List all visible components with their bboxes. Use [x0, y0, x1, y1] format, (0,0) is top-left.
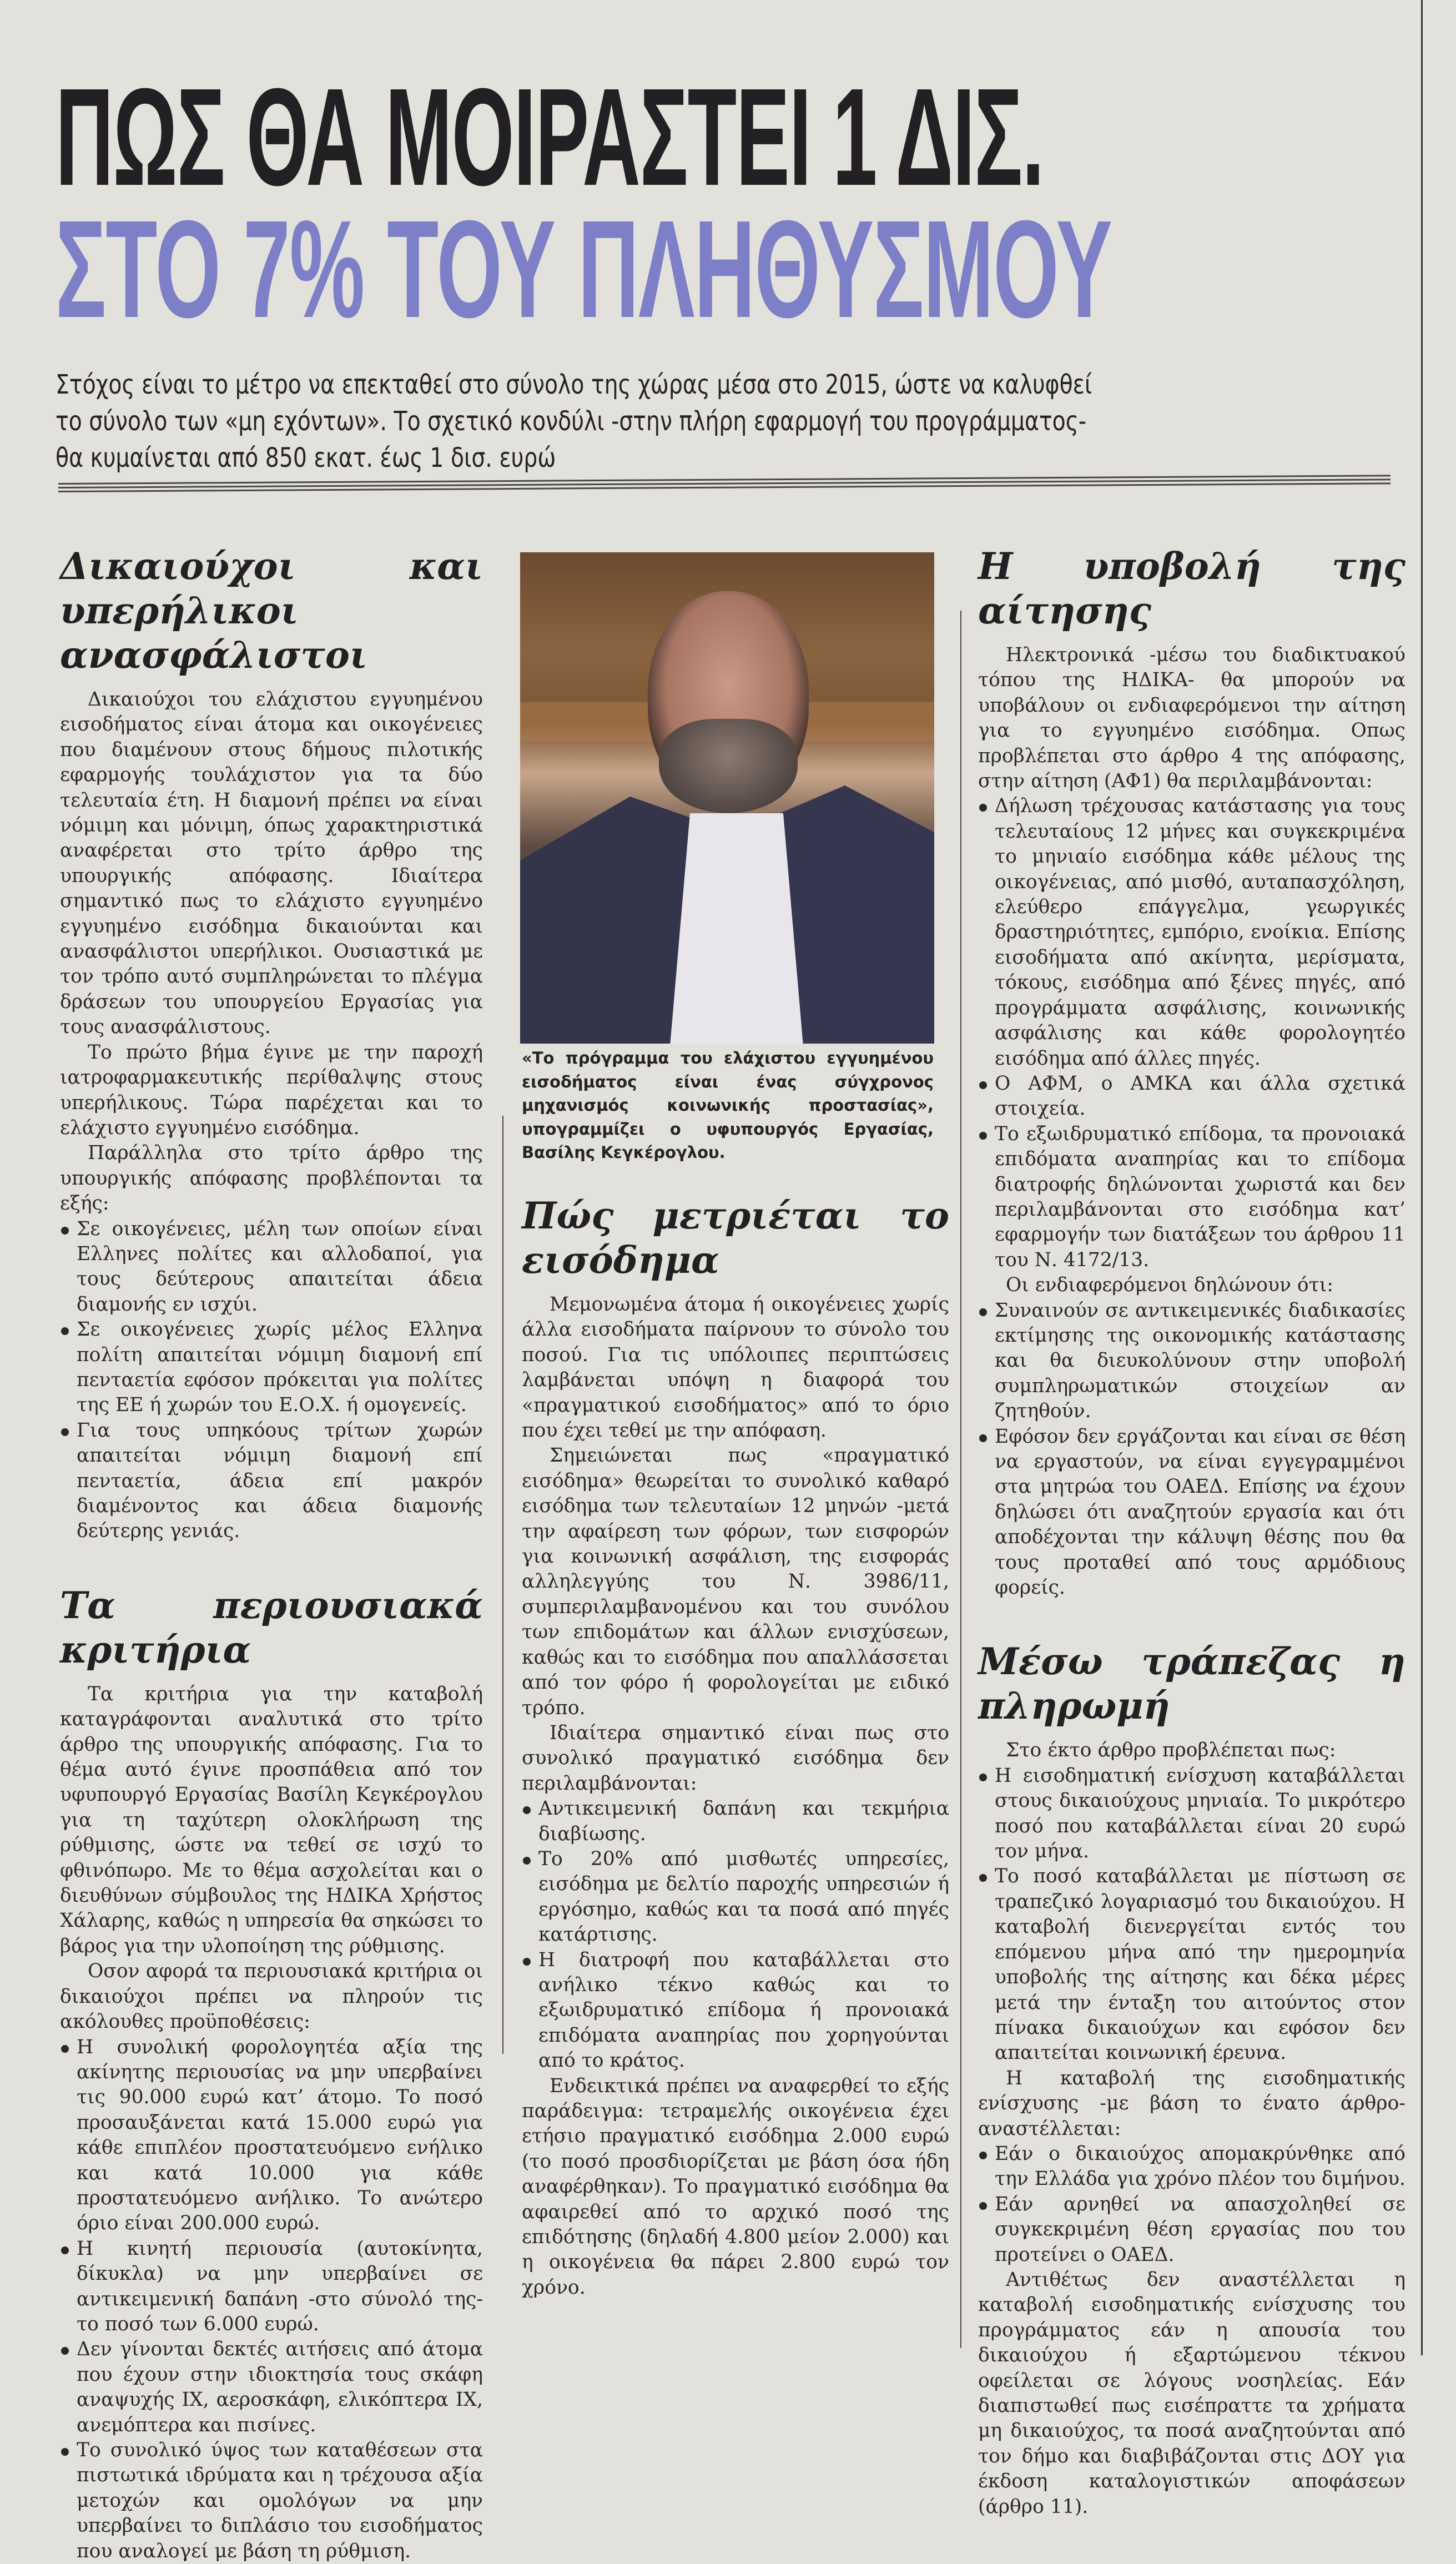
paragraph: Ηλεκτρονικά -μέσω του διαδικτυακού τόπου της ΗΔΙΚΑ- θα μπορούν να υποβάλουν οι ενδιαφερόμενοι την αίτηση για το εγγυημένο εισόδημα. Οπως προβλέπεται στο άρθρο 4 της απόφασης, στην αίτηση (ΑΦ1) θα περιλαμβάνονται: — [978, 643, 1405, 794]
section-assets — [60, 1583, 483, 2564]
deck-line: το σύνολο των «μη εχόντων». Το σχετικό κονδύλι -στην πλήρη εφαρμογή του προγράμματος- — [56, 403, 1262, 440]
column-rule-left — [502, 1116, 503, 2054]
bullet-item: Εάν ο δικαιούχος απομακρύνθηκε από την Ελλάδα για χρόνο πλέον του διμήνου. — [978, 2142, 1405, 2192]
bullet-item: Το εξωιδρυματικό επίδομα, τα προνοιακά επιδόματα αναπηρίας και το επίδομα διατροφής δηλώνονται χωριστά και δεν περιλαμβάνονται στο εισόδημα κατ’ εφαρμογήν των διατάξεων του άρθρου 11 του Ν. 4172/13. — [978, 1122, 1405, 1273]
paragraph: Αντιθέτως δεν αναστέλλεται η καταβολή εισοδηματικής ενίσχυσης του προγράμματος εάν η απουσία του δικαιούχου ή εξαρτώμενου τέκνου οφείλεται σε λόγους νοσηλείας. Εάν διαπιστωθεί πως εισέπραττε τα χρήματα μη δικαιούχος, τα ποσά αναζητούνται από τον δήμο και διαβιβάζονται στις ΔΟΥ για έκδοση καταλογιστικών αποφάσεων (άρθρο 11). — [978, 2268, 1405, 2520]
column-rule-right — [960, 611, 961, 2348]
bullet-item: Το 20% από μισθωτές υπηρεσίες, εισόδημα με δελτίο παροχής υπηρεσιών ή εργόσημο, καθώς και τα ποσά από πηγές κατάρτισης. — [522, 1847, 949, 1948]
bullet-list — [978, 1298, 1405, 1601]
bullet-list — [978, 1764, 1405, 2066]
section-beneficiaries — [60, 544, 483, 1544]
column-left — [60, 544, 483, 2564]
deck-line: θα κυμαίνεται από 850 εκατ. έως 1 δισ. ευρώ — [56, 440, 1262, 476]
headline-line-2: ΣΤΟ 7% ΤΟΥ ΠΛΗΘΥΣΜΟΥ — [56, 200, 1112, 339]
deck-line: Στόχος είναι το μέτρο να επεκταθεί στο σύνολο της χώρας μέσα στο 2015, ώστε να καλυφθεί — [56, 366, 1262, 403]
paragraph: Σημειώνεται πως «πραγματικό εισόδημα» θεωρείται το συνολικό καθαρό εισόδημα των τελευταίων 12 μηνών -μετά την αφαίρεση των φόρων, των εισφορών για κοινωνική ασφάλιση, της εισφοράς αλληλεγγύης του Ν. 3986/11, συμπεριλαμβανομένου και του συνόλου των επιδομάτων και άλλων ενισχύσεων, καθώς και το εισόδημα που απαλλάσσεται από τον φόρο ή φορολογείται με ειδικό τρόπο. — [522, 1443, 949, 1720]
bullet-item: Αντικειμενική δαπάνη και τεκμήρια διαβίωσης. — [522, 1796, 949, 1847]
bullet-item: Η εισοδηματική ενίσχυση καταβάλλεται στους δικαιούχους μηνιαία. Το μικρότερο ποσό που καταβάλλεται είναι 20 ευρώ τον μήνα. — [978, 1764, 1405, 1865]
bullet-item: Το ποσό καταβάλλεται με πίστωση σε τραπεζικό λογαριασμό του δικαιούχου. Η καταβολή διενεργείται εντός του επόμενου μήνα από την ημερομηνία υποβολής της αίτησης και δέκα μέρες μετά την ένταξη του αιτούντος στον πίνακα δικαιούχων και εφόσον δεν απαιτείται κοινωνική έρευνα. — [978, 1864, 1405, 2066]
paragraph: Ενδεικτικά πρέπει να αναφερθεί το εξής παράδειγμα: τετραμελής οικογένεια έχει ετήσιο πραγματικό εισόδημα 2.000 ευρώ (το ποσό προσδιορίζεται με βάση όσα ήδη αναφέρθηκαν). Το πραγματικό εισόδημα θα αφαιρεθεί από το αρχικό ποσό της επιδότησης (δηλαδή 4.800 μείον 2.000) και η οικογένεια θα πάρει 2.800 ευρώ τον χρόνο. — [522, 2074, 949, 2301]
section-payment — [978, 1639, 1405, 2520]
bullet-item: Η συνολική φορολογητέα αξία της ακίνητης περιουσίας να μην υπερβαίνει τις 90.000 ευρώ κατ’ άτομο. Το ποσό προσαυξάνεται κατά 15.000 ευρώ για κάθε επιπλέον προστατευόμενο ενήλικο και κατά 10.000 για κάθε προστατευόμενο ανήλικο. Το ανώτερο όριο είναι 200.000 ευρώ. — [60, 2035, 483, 2236]
section-income — [522, 1193, 949, 2300]
portrait-photo — [520, 552, 934, 1044]
bullet-item: Δεν γίνονται δεκτές αιτήσεις από άτομα που έχουν στην ιδιοκτησία τους σκάφη αναψυχής ΙΧ, αεροσκάφη, ελικόπτερα ΙΧ, ανεμόπτερα και πισίνες. — [60, 2337, 483, 2438]
bullet-item: Η διατροφή που καταβάλλεται στο ανήλικο τέκνο καθώς και το εξωιδρυματικό επίδομα ή προνοιακά επιδόματα αναπηρίας που χορηγούνται από το κράτος. — [522, 1948, 949, 2074]
paragraph: Οι ενδιαφερόμενοι δηλώνουν ότι: — [978, 1273, 1405, 1298]
section-title: Δικαιούχοι και υπερήλικοι ανασφάλιστοι — [60, 544, 483, 677]
paragraph: Ιδιαίτερα σημαντικό είναι πως στο συνολικό πραγματικό εισόδημα δεν περιλαμβάνονται: — [522, 1721, 949, 1796]
paragraph: Παράλληλα στο τρίτο άρθρο της υπουργικής απόφασης προβλέπονται τα εξής: — [60, 1141, 483, 1216]
column-middle — [522, 1193, 949, 2300]
bullet-item: Εάν αρνηθεί να απασχοληθεί σε συγκεκριμένη θέση εργασίας που του προτείνει ο ΟΑΕΔ. — [978, 2192, 1405, 2268]
bullet-item: Σε οικογένειες χωρίς μέλος Ελληνα πολίτη απαιτείται νόμιμη διαμονή επί πενταετία εφόσον πρόκειται για πολίτες της ΕΕ ή χωρών του Ε.Ο.Χ. ή ομογενείς. — [60, 1317, 483, 1418]
bullet-list — [978, 2142, 1405, 2268]
section-title: Πώς μετριέται το εισόδημα — [522, 1193, 949, 1282]
paragraph: Το πρώτο βήμα έγινε με την παροχή ιατροφαρμακευτικής περίθαλψης στους υπερήλικους. Τώρα παρέχεται και το ελάχιστο εγγυημένο εισόδημα. — [60, 1040, 483, 1141]
paragraph: Η καταβολή της εισοδηματικής ενίσχυσης -με βάση το ένατο άρθρο- αναστέλλεται: — [978, 2066, 1405, 2142]
bullet-item: Συναινούν σε αντικειμενικές διαδικασίες εκτίμησης της οικονομικής κατάστασης και θα διευκολύνουν στην υποβολή συμπληρωματικών στοιχείων αν ζητηθούν. — [978, 1298, 1405, 1424]
photo-beard — [659, 719, 798, 813]
bullet-list — [60, 1217, 483, 1544]
paragraph: Οσον αφορά τα περιουσιακά κριτήρια οι δικαιούχοι πρέπει να πληρούν τις ακόλουθες προϋποθέσεις: — [60, 1959, 483, 2034]
bullet-item: Σε οικογένειες, μέλη των οποίων είναι Ελληνες πολίτες και αλλοδαποί, για τους δεύτερους απαιτείται άδεια διαμονής εν ισχύι. — [60, 1217, 483, 1318]
bullet-item: Το συνολικό ύψος των καταθέσεων στα πιστωτικά ιδρύματα και η τρέχουσα αξία μετοχών και ομολόγων να μην υπερβαίνει το διπλάσιο του εισοδήματος που αναλογεί με βάση τη ρύθμιση. — [60, 2438, 483, 2564]
photo-shirt — [670, 813, 803, 1044]
paragraph: Στο έκτο άρθρο προβλέπεται πως: — [978, 1738, 1405, 1763]
paragraph: Μεμονωμένα άτομα ή οικογένειες χωρίς άλλα εισοδήματα παίρνουν το σύνολο του ποσού. Για τις υπόλοιπες περιπτώσεις λαμβάνεται υπόψη η διαφορά του «πραγματικού εισοδήματος» από το όριο που έχει τεθεί με την απόφαση. — [522, 1292, 949, 1443]
section-title: Η υποβολή της αίτησης — [978, 544, 1405, 633]
section-title: Τα περιουσιακά κριτήρια — [60, 1583, 483, 1672]
paragraph: Δικαιούχοι του ελάχιστου εγγυημένου εισοδήματος είναι άτομα και οικογένειες που διαμένουν στους δήμους πιλοτικής εφαρμογής τουλάχιστον για τα δύο τελευταία έτη. Η διαμονή πρέπει να είναι νόμιμη και μόνιμη, όπως χαρακτηριστικά αναφέρεται στο τρίτο άρθρο της υπουργικής απόφασης. Ιδιαίτερα σημαντικό πως το ελάχιστο εγγυημένο εγγυημένο εισόδημα δικαιούνται και ανασφάλιστοι υπερήλικοι. Ουσιαστικά με τον τρόπο αυτό συμπληρώνεται το πλέγμα δράσεων του υπουργείου Εργασίας για τους ανασφάλιστους. — [60, 687, 483, 1040]
bullet-list — [522, 1796, 949, 2073]
headline-line-1: ΠΩΣ ΘΑ ΜΟΙΡΑΣΤΕΙ 1 ΔΙΣ. — [56, 68, 1044, 206]
section-title: Μέσω τράπεζας η πληρωμή — [978, 1639, 1405, 1728]
article-deck — [56, 366, 1262, 476]
section-application — [978, 544, 1405, 1600]
photo-caption: «Το πρόγραμμα του ελάχιστου εγγυημένου εισοδήματος είναι ένας σύγχρονος μηχανισμός κοινωνικής προστασίας», υπογραμμίζει ο υφυπουργός Εργασίας, Βασίλης Κεγκέρογλου. — [522, 1046, 934, 1165]
bullet-item: Για τους υπηκόους τρίτων χωρών απαιτείται νόμιμη διαμονή επί πενταετία, άδεια επί μακρόν διαμένοντος και άδεια διαμονής δεύτερης γενιάς. — [60, 1418, 483, 1544]
bullet-list — [60, 2035, 483, 2564]
bullet-item: Δήλωση τρέχουσας κατάστασης για τους τελευταίους 12 μήνες και συγκεκριμένα το μηνιαίο εισόδημα κάθε μέλους της οικογένειας, από μισθό, αυταπασχόληση, ελεύθερο επάγγελμα, γεωργικές δραστηριότητες, εμπόριο, ενοίκια. Επίσης εισοδήματα από ακίνητα, μερίσματα, τόκους, εισόδημα από ξένες πηγές, από προγράμματα ασφάλισης, κοινωνικής ασφάλισης και κάθε φορολογητέο εισόδημα από άλλες πηγές. — [978, 794, 1405, 1071]
bullet-item: Εφόσον δεν εργάζονται και είναι σε θέση να εργαστούν, να είναι εγγεγραμμένοι στα μητρώα του ΟΑΕΔ. Επίσης να έχουν δηλώσει ότι αναζητούν εργασία και ότι αποδέχονται την κάλυψη θέσης που θα τους προταθεί από τους αρμόδιους φορείς. — [978, 1424, 1405, 1601]
paragraph: Τα κριτήρια για την καταβολή καταγράφονται αναλυτικά στο τρίτο άρθρο της υπουργικής απόφασης. Για το θέμα αυτό έγινε προσπάθεια από τον υφυπουργό Εργασίας Βασίλη Κεγκέρογλου για τη ταχύτερη ολοκλήρωση της ρύθμισης, ώστε να τεθεί σε ισχύ το φθινόπωρο. Με το θέμα ασχολείται και ο διευθύνων σύμβουλος της ΗΔΙΚΑ Χρήστος Χάλαρης, καθώς η υπηρεσία θα σηκώσει το βάρος για την υλοποίηση της ρύθμισης. — [60, 1682, 483, 1959]
bullet-item: Ο ΑΦΜ, ο ΑΜΚΑ και άλλα σχετικά στοιχεία. — [978, 1071, 1405, 1122]
bullet-list — [978, 794, 1405, 1273]
column-right — [978, 544, 1405, 2520]
bullet-item: Η κινητή περιουσία (αυτοκίνητα, δίκυκλα) να μην υπερβαίνει σε αντικειμενική δαπάνη -στο σύνολό της- το ποσό των 6.000 ευρώ. — [60, 2236, 483, 2338]
